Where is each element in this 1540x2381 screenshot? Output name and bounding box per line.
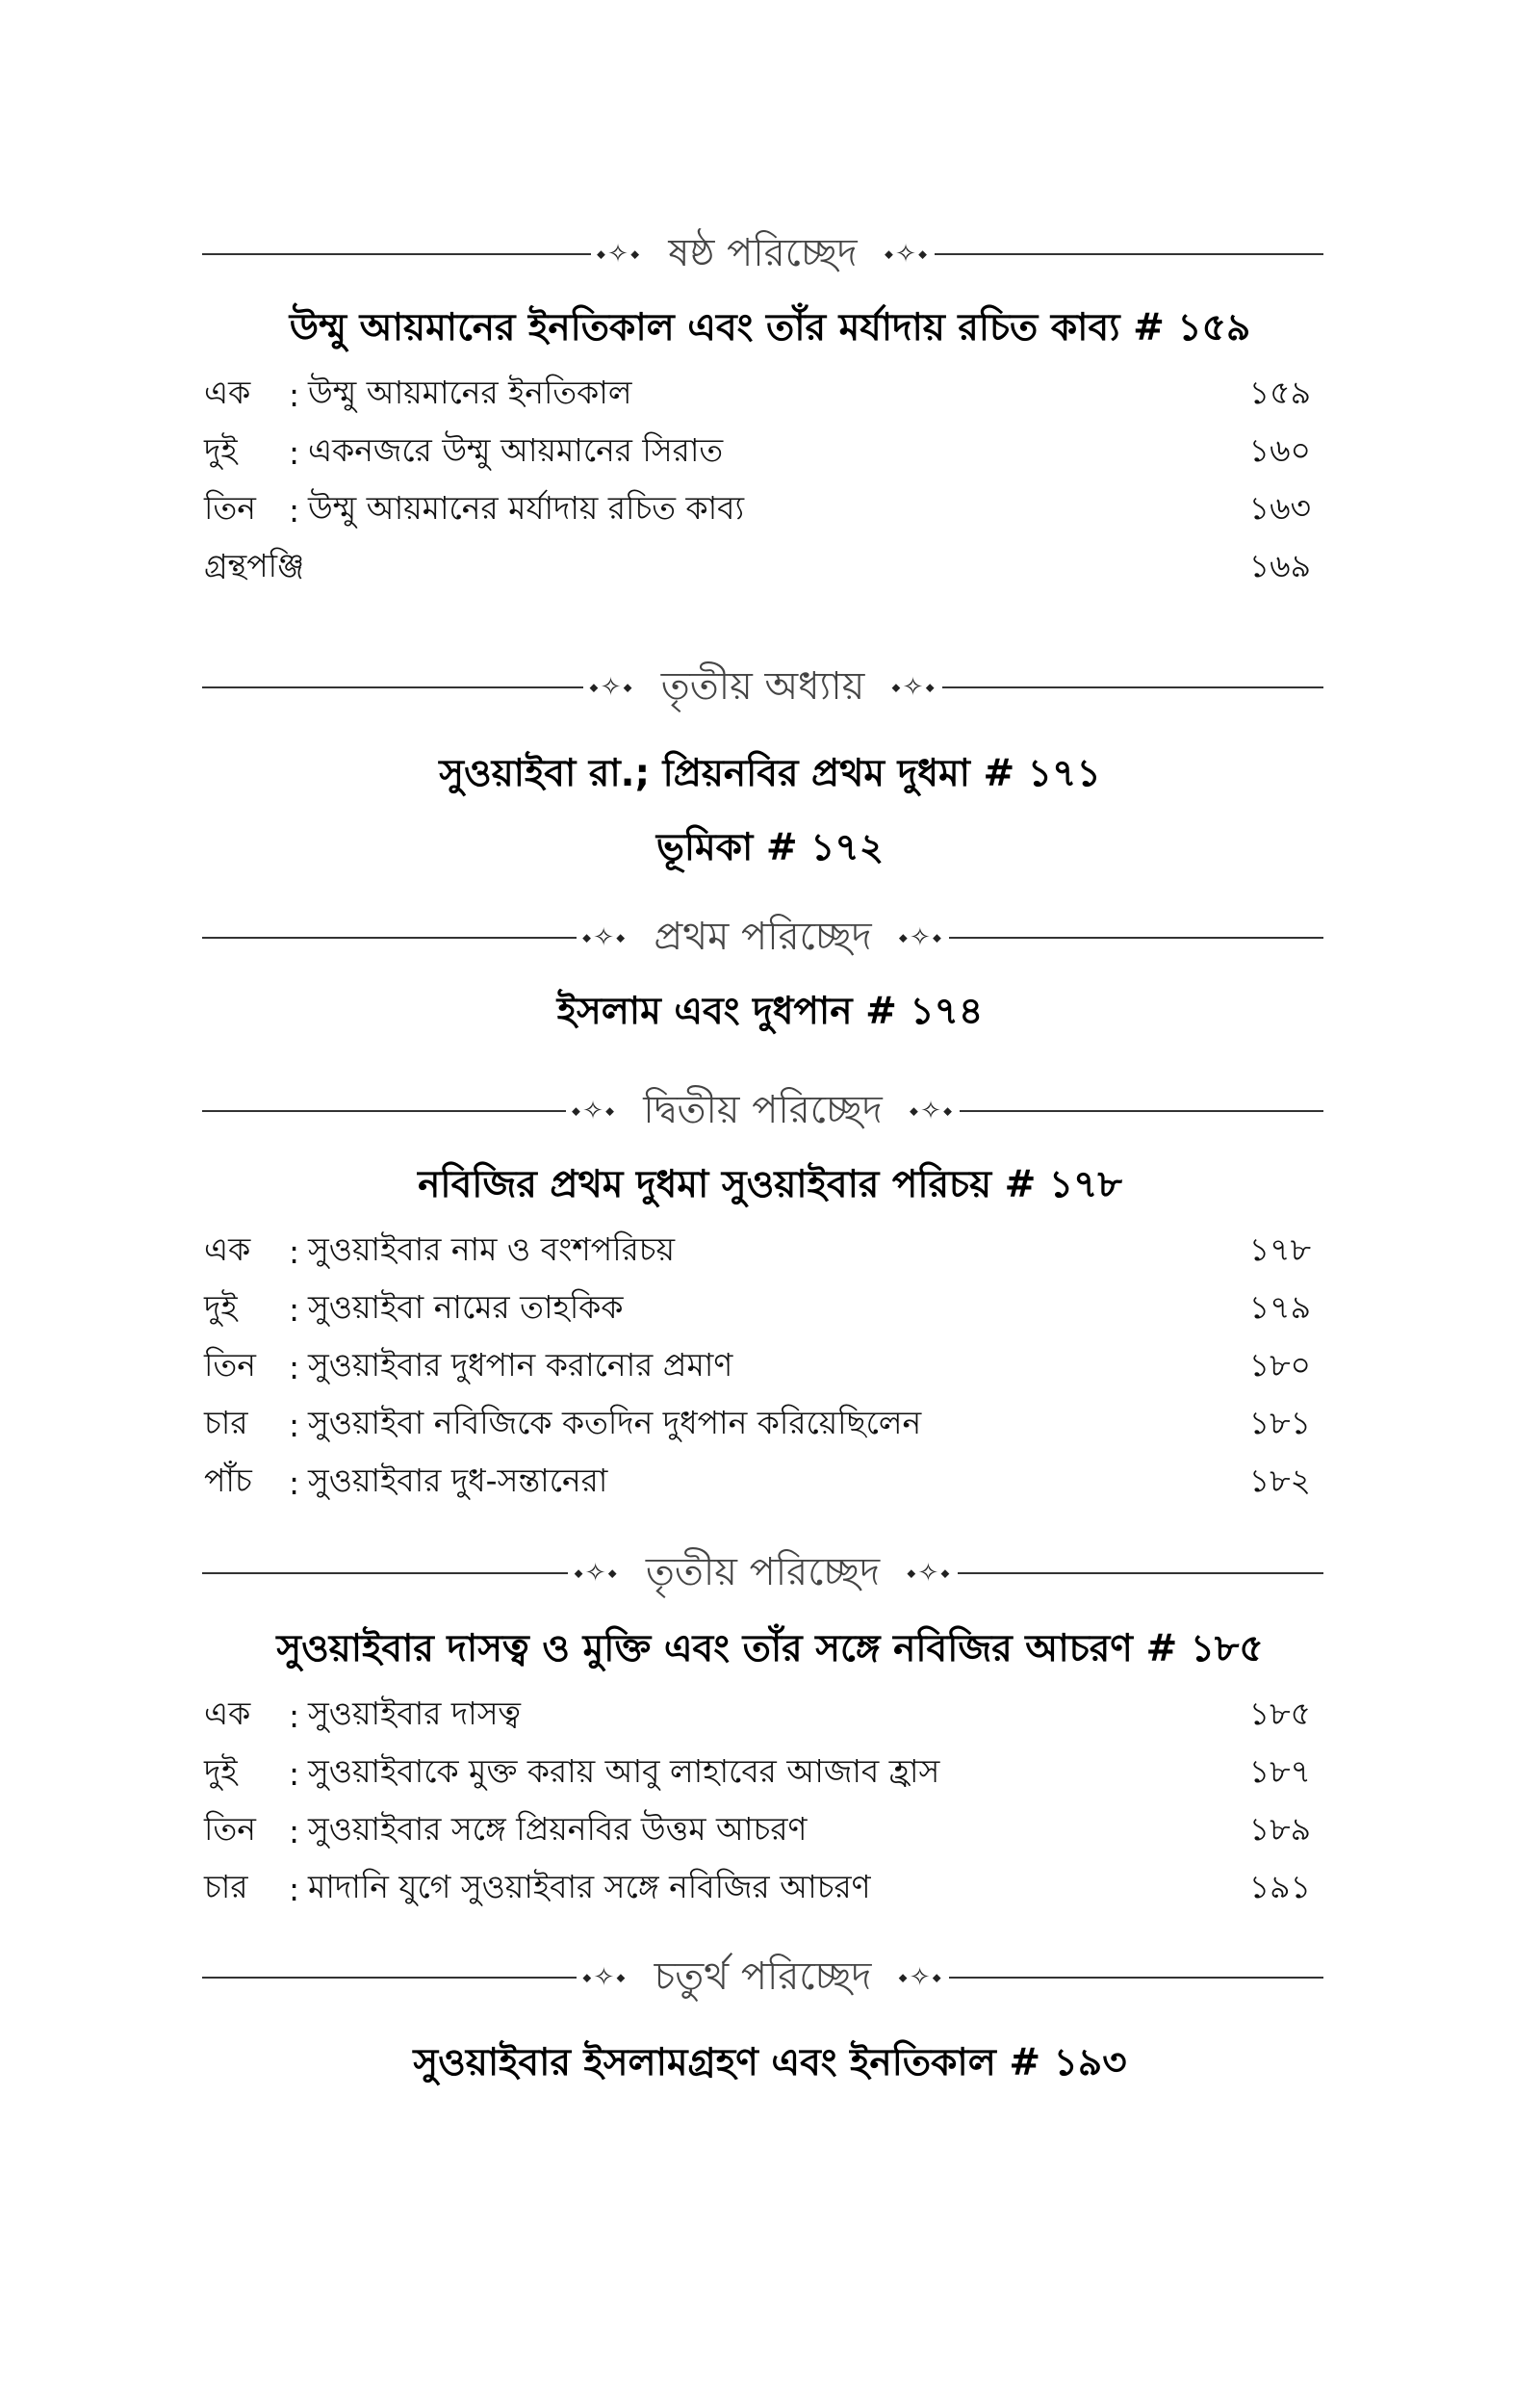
ornament-icon: ⬩✧⬩ — [898, 922, 944, 952]
divider-line-left — [202, 1110, 566, 1112]
chapter-title: ভূমিকা # ১৭২ — [655, 826, 885, 869]
chapter-title: নবিজির প্রথম দুধমা সুওয়াইবার পরিচয় # ১৭৮ — [418, 1163, 1122, 1206]
ornament-icon: ⬩✧⬩ — [909, 1096, 955, 1126]
entry-page: ১৮৫ — [1248, 1695, 1311, 1732]
entry-number: দুই — [204, 1752, 238, 1790]
entry-colon: : — [289, 375, 300, 414]
entry-number: তিন — [204, 1810, 256, 1848]
entry-page: ১৬৩ — [1248, 489, 1311, 527]
entry-text: সুওয়াইবার দুধপান করানোর প্রমাণ — [308, 1346, 733, 1384]
divider-line-left — [202, 1977, 577, 1979]
chapter-title: সুওয়াইবার ইসলামগ্রহণ এবং ইনতিকাল # ১৯৩ — [413, 2041, 1127, 2084]
toc-entry — [204, 1227, 1311, 1277]
entry-text: গ্রন্থপঞ্জি — [204, 547, 305, 584]
entry-page: ১৮০ — [1248, 1346, 1311, 1384]
entry-number: তিন — [204, 1346, 256, 1384]
ornament-icon: ⬩✧⬩ — [582, 1962, 628, 1992]
entry-text: উম্মু আয়মানের মর্যাদায় রচিত কাব্য — [308, 489, 745, 527]
toc-entry — [204, 1748, 1311, 1799]
entry-text: মাদানি যুগে সুওয়াইবার সঙ্গে নবিজির আচরণ — [308, 1868, 871, 1905]
entry-colon: : — [289, 1290, 300, 1329]
entry-colon: : — [289, 1406, 300, 1444]
entry-text: সুওয়াইবার নাম ও বংশপরিচয় — [308, 1230, 676, 1268]
entry-number: এক — [204, 1695, 251, 1732]
divider-label: ষষ্ঠ পরিচ্ছেদ — [668, 230, 858, 275]
entry-number: তিন — [204, 489, 256, 527]
entry-number: দুই — [204, 431, 238, 469]
divider-line-right — [960, 1110, 1323, 1112]
ornament-icon: ⬩✧⬩ — [581, 922, 628, 952]
entry-text: উম্মু আয়মানের ইনতিকাল — [308, 374, 632, 411]
divider-label: তৃতীয় পরিচ্ছেদ — [645, 1549, 881, 1594]
toc-entry — [204, 1864, 1311, 1914]
ornament-icon: ⬩✧⬩ — [574, 1558, 619, 1588]
entry-colon: : — [289, 1232, 300, 1271]
entry-colon: : — [289, 1348, 300, 1386]
divider-label: তৃতীয় অধ্যায় — [660, 663, 865, 709]
entry-number: চার — [204, 1868, 248, 1905]
ornament-icon: ⬩✧⬩ — [596, 239, 642, 269]
divider-label: চতুর্থ পরিচ্ছেদ — [654, 1954, 872, 1999]
section-divider — [202, 659, 1323, 716]
ornament-icon: ⬩✧⬩ — [898, 1962, 943, 1992]
entry-page: ১৭৯ — [1248, 1288, 1311, 1326]
entry-number: পাঁচ — [204, 1462, 252, 1499]
section-divider — [202, 1544, 1323, 1602]
entry-text: সুওয়াইবা নামের তাহকিক — [308, 1288, 624, 1326]
ornament-icon: ⬩✧⬩ — [884, 239, 930, 269]
entry-colon: : — [289, 1696, 300, 1735]
entry-text: সুওয়াইবা নবিজিকে কতদিন দুধপান করিয়েছিলেন — [308, 1404, 922, 1441]
entry-text: সুওয়াইবার সঙ্গে প্রিয়নবির উত্তম আচরণ — [308, 1810, 808, 1848]
chapter-title: সুওয়াইবার দাসত্ব ও মুক্তি এবং তাঁর সঙ্গে নবিজির আচরণ # ১৮৫ — [276, 1627, 1264, 1670]
ornament-icon: ⬩✧⬩ — [907, 1558, 952, 1588]
divider-line-right — [949, 1977, 1323, 1979]
entry-page: ১৫৯ — [1248, 374, 1311, 411]
toc-entry — [204, 370, 1311, 420]
chapter-title: সুওয়াইবা রা.; প্রিয়নবির প্রথম দুধমা # ১৭১ — [439, 752, 1101, 795]
entry-colon: : — [289, 1812, 300, 1850]
divider-line-left — [202, 253, 591, 255]
entry-colon: : — [289, 1870, 300, 1908]
entry-colon: : — [289, 433, 300, 472]
entry-text: সুওয়াইবাকে মুক্ত করায় আবু লাহাবের আজাব হ্রাস — [308, 1752, 940, 1790]
toc-entry — [204, 1284, 1311, 1334]
toc-entry — [204, 1691, 1311, 1741]
toc-entry — [204, 543, 1311, 593]
entry-text: সুওয়াইবার দাসত্ব — [308, 1695, 522, 1732]
divider-line-right — [958, 1572, 1323, 1574]
entry-page: ১৬৯ — [1248, 547, 1311, 584]
section-divider — [202, 225, 1323, 283]
section-divider — [202, 909, 1323, 967]
entry-page: ১৯১ — [1248, 1868, 1311, 1905]
toc-entry — [204, 1806, 1311, 1856]
ornament-icon: ⬩✧⬩ — [891, 672, 937, 702]
divider-line-left — [202, 1572, 568, 1574]
entry-page: ১৮১ — [1248, 1404, 1311, 1441]
entry-colon: : — [289, 491, 300, 530]
ornament-icon: ⬩✧⬩ — [571, 1096, 617, 1126]
divider-line-left — [202, 686, 583, 688]
toc-entry — [204, 485, 1311, 535]
ornament-icon: ⬩✧⬩ — [589, 672, 634, 702]
entry-page: ১৬০ — [1248, 431, 1311, 469]
chapter-title: উম্মু আয়মানের ইনতিকাল এবং তাঁর মর্যাদায় রচিত কাব্য # ১৫৯ — [289, 306, 1251, 349]
toc-entry — [204, 1342, 1311, 1392]
divider-label: দ্বিতীয় পরিচ্ছেদ — [643, 1087, 883, 1132]
divider-line-right — [942, 686, 1323, 688]
entry-number: এক — [204, 374, 251, 411]
entry-number: দুই — [204, 1288, 238, 1326]
entry-colon: : — [289, 1463, 300, 1502]
entry-page: ১৭৮ — [1248, 1230, 1311, 1268]
section-divider — [202, 1082, 1323, 1140]
toc-entry — [204, 1400, 1311, 1450]
divider-line-left — [202, 937, 577, 939]
entry-text: সুওয়াইবার দুধ-সন্তানেরা — [308, 1462, 608, 1499]
entry-page: ১৮৯ — [1248, 1810, 1311, 1848]
entry-number: চার — [204, 1404, 248, 1441]
divider-line-right — [949, 937, 1323, 939]
divider-label: প্রথম পরিচ্ছেদ — [654, 914, 872, 959]
entry-colon: : — [289, 1754, 300, 1793]
divider-line-right — [935, 253, 1323, 255]
entry-text: একনজরে উম্মু আয়মানের সিরাত — [308, 431, 724, 469]
chapter-title: ইসলাম এবং দুধপান # ১৭৪ — [556, 990, 984, 1033]
entry-number: এক — [204, 1230, 251, 1268]
section-divider — [202, 1949, 1323, 2006]
toc-entry — [204, 427, 1311, 478]
toc-entry — [204, 1458, 1311, 1508]
entry-page: ১৮৭ — [1248, 1752, 1311, 1790]
entry-page: ১৮২ — [1248, 1462, 1311, 1499]
